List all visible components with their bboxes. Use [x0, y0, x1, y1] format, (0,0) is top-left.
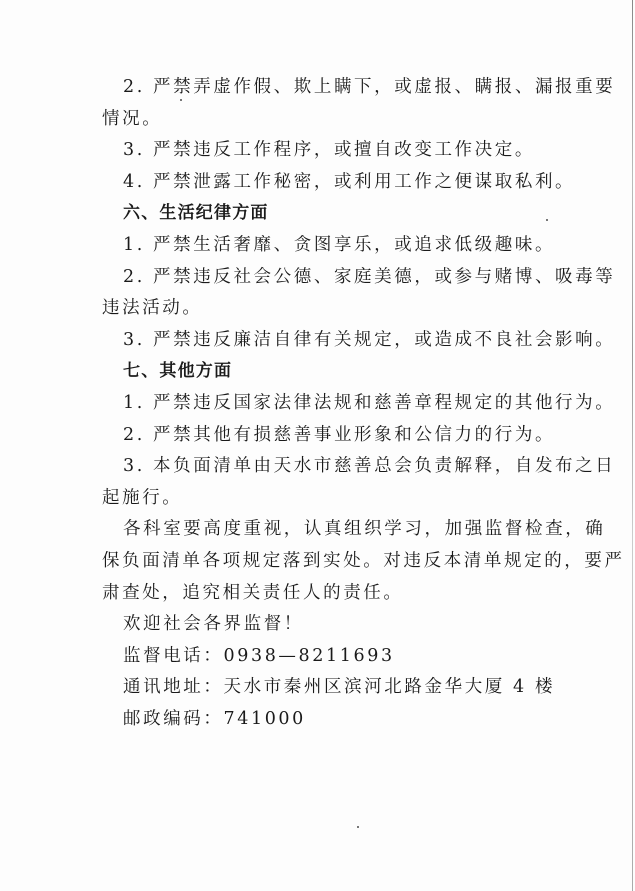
welcome-supervision: 欢迎社会各界监督！ — [123, 614, 304, 635]
section-6-item-2-line-2: 违法活动。 — [102, 298, 203, 319]
closing-paragraph-line-2: 保负面清单各项规定落到实处。对违反本清单规定的，要严 — [102, 550, 625, 571]
postal-code: 邮政编码：741000 — [123, 708, 306, 729]
section-6-item-2-line-1: 2. 严禁违反社会公德、家庭美德，或参与赌博、吸毒等 — [123, 266, 616, 287]
item-3: 3. 严禁违反工作程序，或擅自改变工作决定。 — [123, 140, 535, 161]
section-6-item-3: 3. 严禁违反廉洁自律有关规定，或造成不良社会影响。 — [123, 329, 616, 350]
supervision-phone: 监督电话：0938—8211693 — [123, 645, 395, 666]
mailing-address: 通讯地址：天水市秦州区滨河北路金华大厦 4 楼 — [123, 677, 556, 698]
item-2-line-2: 情况。 — [102, 108, 163, 129]
scan-speck — [357, 826, 359, 828]
closing-paragraph-line-3: 肃查处，追究相关责任人的责任。 — [102, 582, 404, 603]
closing-paragraph-line-1: 各科室要高度重视，认真组织学习，加强监督检查，确 — [123, 519, 606, 540]
section-7-item-3-line-1: 3. 本负面清单由天水市慈善总会负责解释，自发布之日 — [123, 456, 616, 477]
section-7-item-1: 1. 严禁违反国家法律法规和慈善章程规定的其他行为。 — [123, 392, 616, 413]
section-7-heading: 七、其他方面 — [123, 361, 233, 382]
item-2-line-1: 2. 严禁弄虚作假、欺上瞒下，或虚报、瞒报、漏报重要 — [123, 77, 616, 97]
document-body — [102, 72, 625, 735]
scan-edge-line — [632, 0, 633, 891]
section-7-item-3-line-2: 起施行。 — [102, 487, 183, 508]
section-6-item-1: 1. 严禁生活奢靡、贪图享乐，或追求低级趣味。 — [123, 234, 556, 255]
item-4: 4. 严禁泄露工作秘密，或利用工作之便谋取私利。 — [123, 171, 576, 192]
section-6-heading: 六、生活纪律方面 — [123, 203, 269, 224]
section-7-item-2: 2. 严禁其他有损慈善事业形象和公信力的行为。 — [123, 424, 556, 445]
scan-speck — [546, 219, 548, 221]
